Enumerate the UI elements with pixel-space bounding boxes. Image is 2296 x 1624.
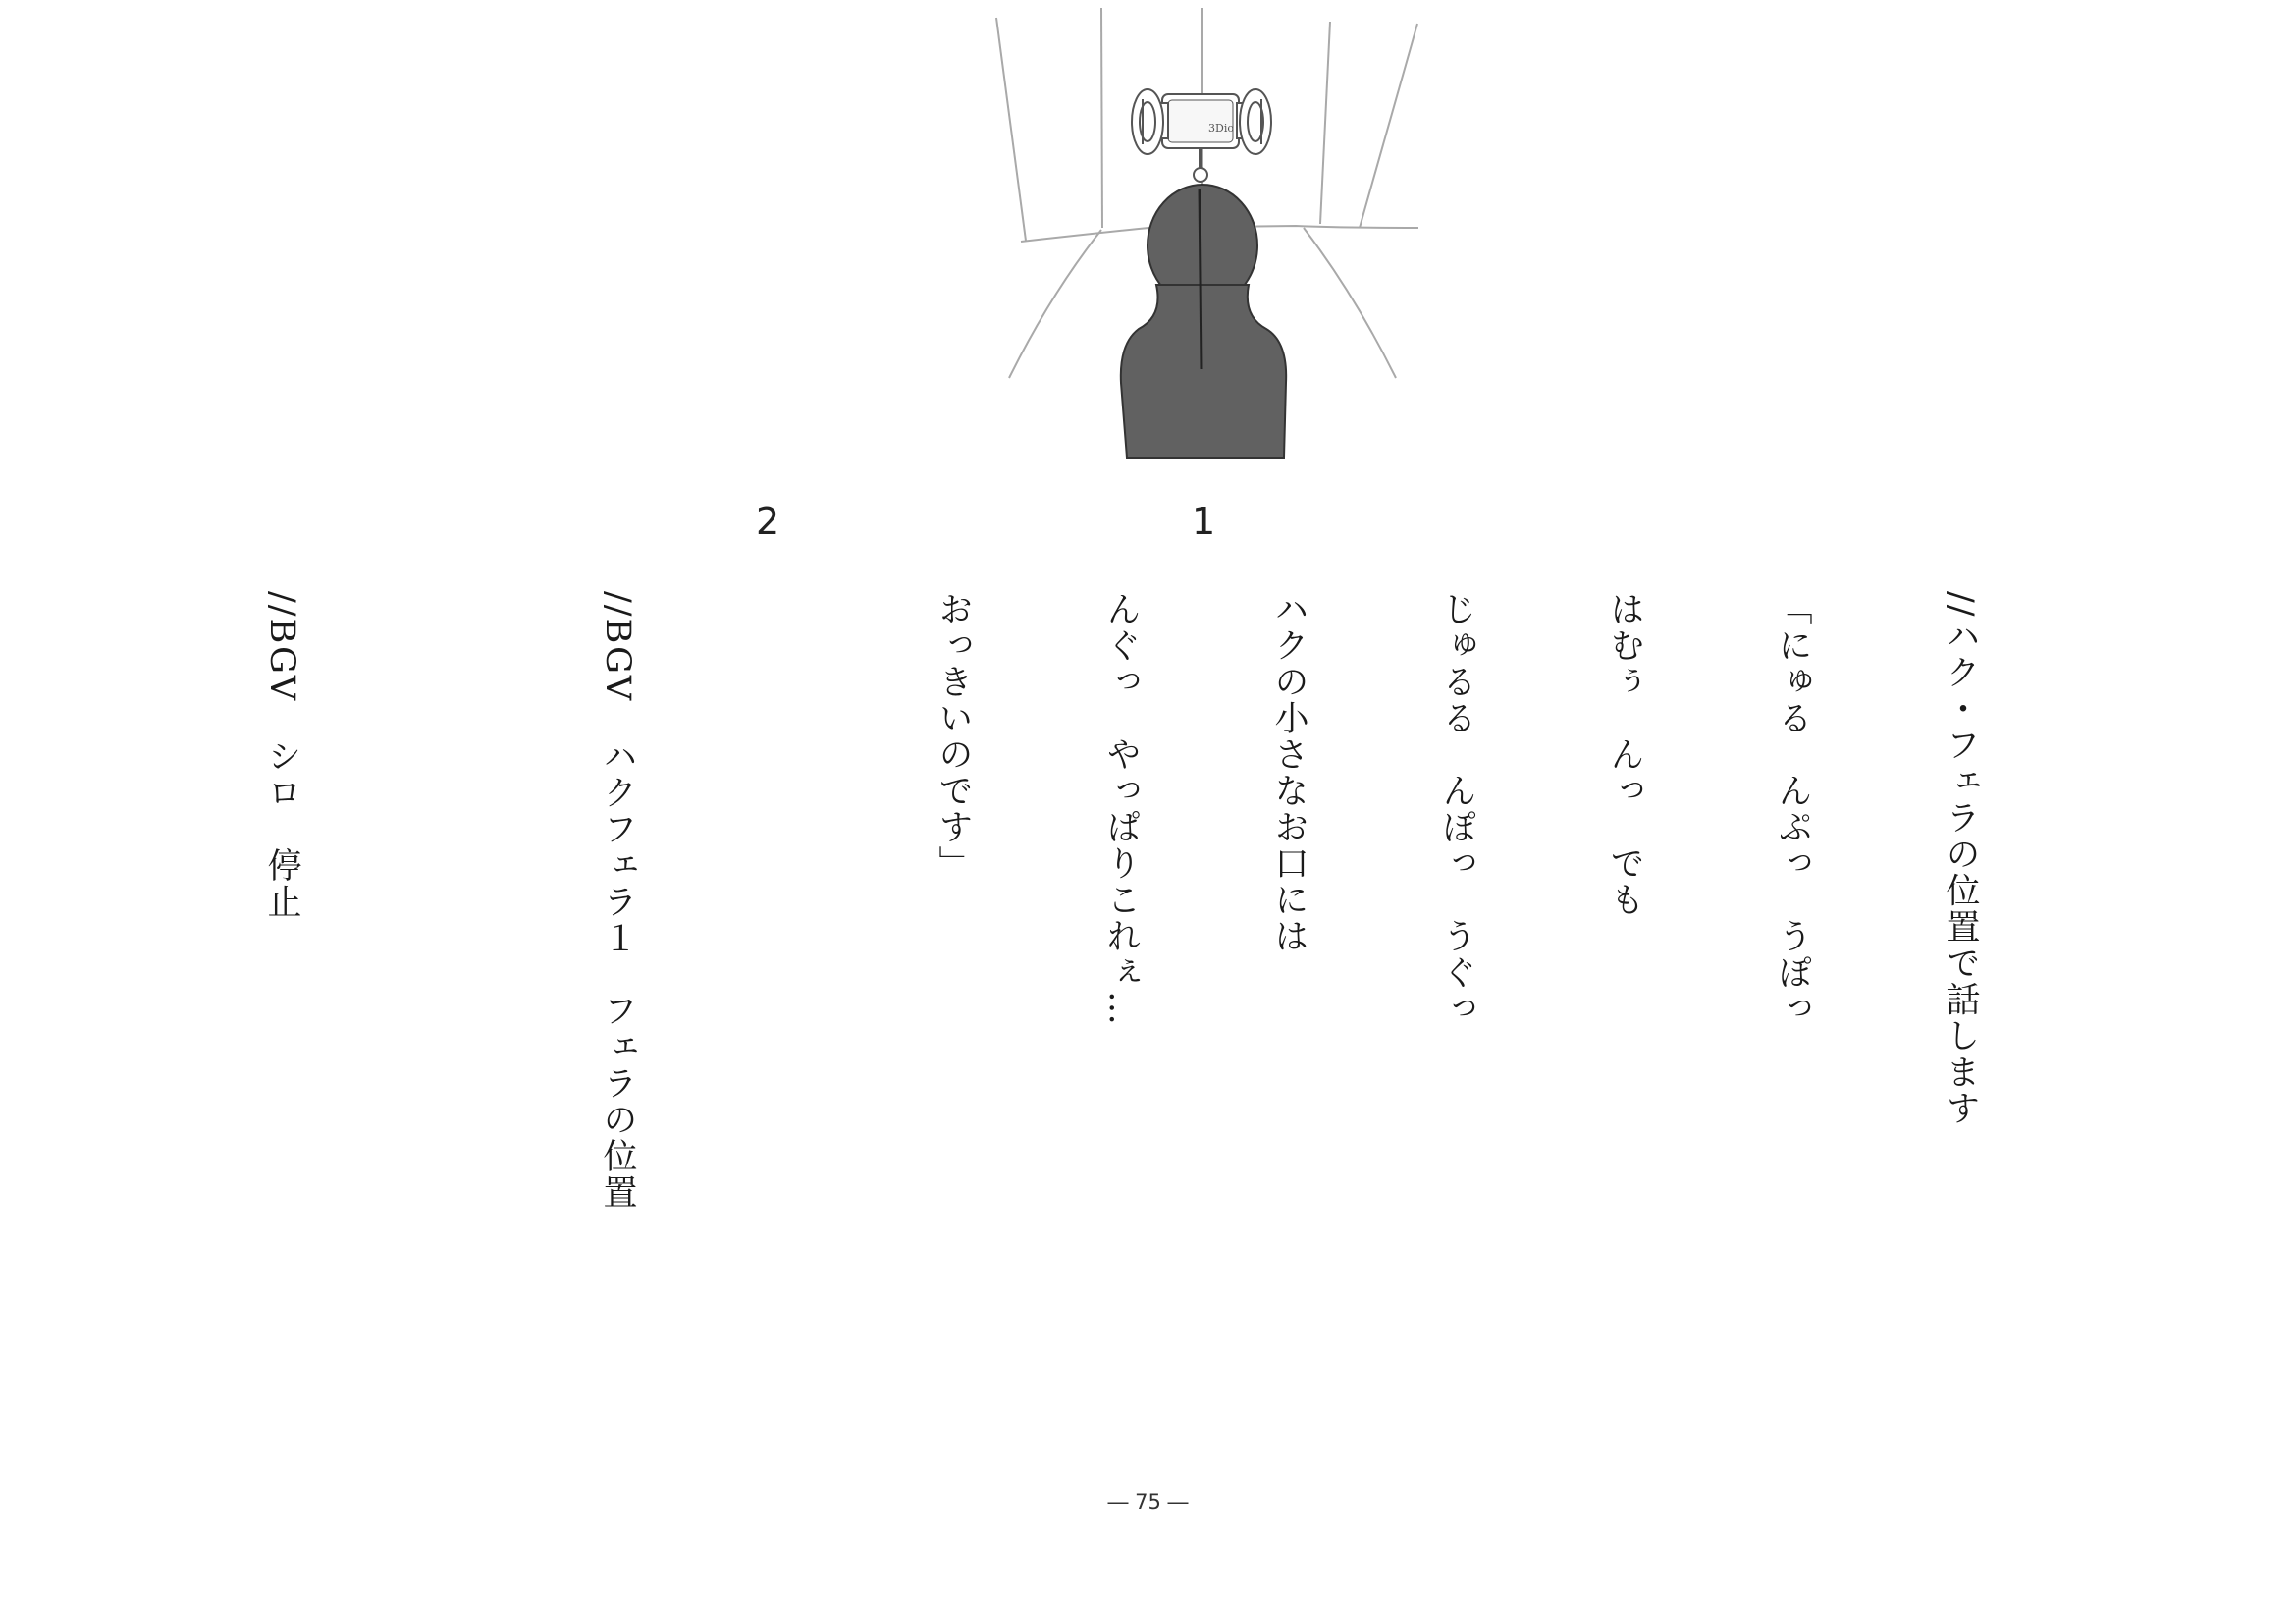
binaural-microphone xyxy=(1132,89,1271,182)
stage-direction: //ハク・フェラの位置で話します xyxy=(1941,591,1980,1127)
dialogue-line: 「にゅる んぷっ うぽっ xyxy=(1773,591,1812,1027)
microphone-brand-label: 3Dio xyxy=(1208,122,1234,135)
left-ear xyxy=(1132,89,1163,154)
dialogue-line: おっきいのです」 xyxy=(934,591,973,882)
bgv-direction: //BGV ハクフェラ１ フェラの位置 xyxy=(598,591,637,1212)
blank-line xyxy=(757,591,813,1475)
page-number: ― 75 ― xyxy=(1107,1490,1189,1514)
blank-line xyxy=(85,591,141,1475)
dialogue-line: はむぅ んっ でも xyxy=(1605,591,1644,918)
dialogue-line: んぐっ やっぱりこれぇ… xyxy=(1101,591,1141,1027)
position-label-1: 1 xyxy=(1192,500,1216,543)
right-ear xyxy=(1240,89,1271,154)
position-label-2: 2 xyxy=(756,500,780,543)
binaural-position-illustration xyxy=(991,0,1433,471)
blank-line xyxy=(421,591,477,1475)
dialogue-line: じゅるる んぽっ うぐっ xyxy=(1437,591,1476,1027)
dialogue-line: ハクの小さなお口には xyxy=(1269,591,1308,954)
bgv-direction: //BGV シロ 停止 xyxy=(262,591,301,921)
script-body xyxy=(0,591,2100,1475)
